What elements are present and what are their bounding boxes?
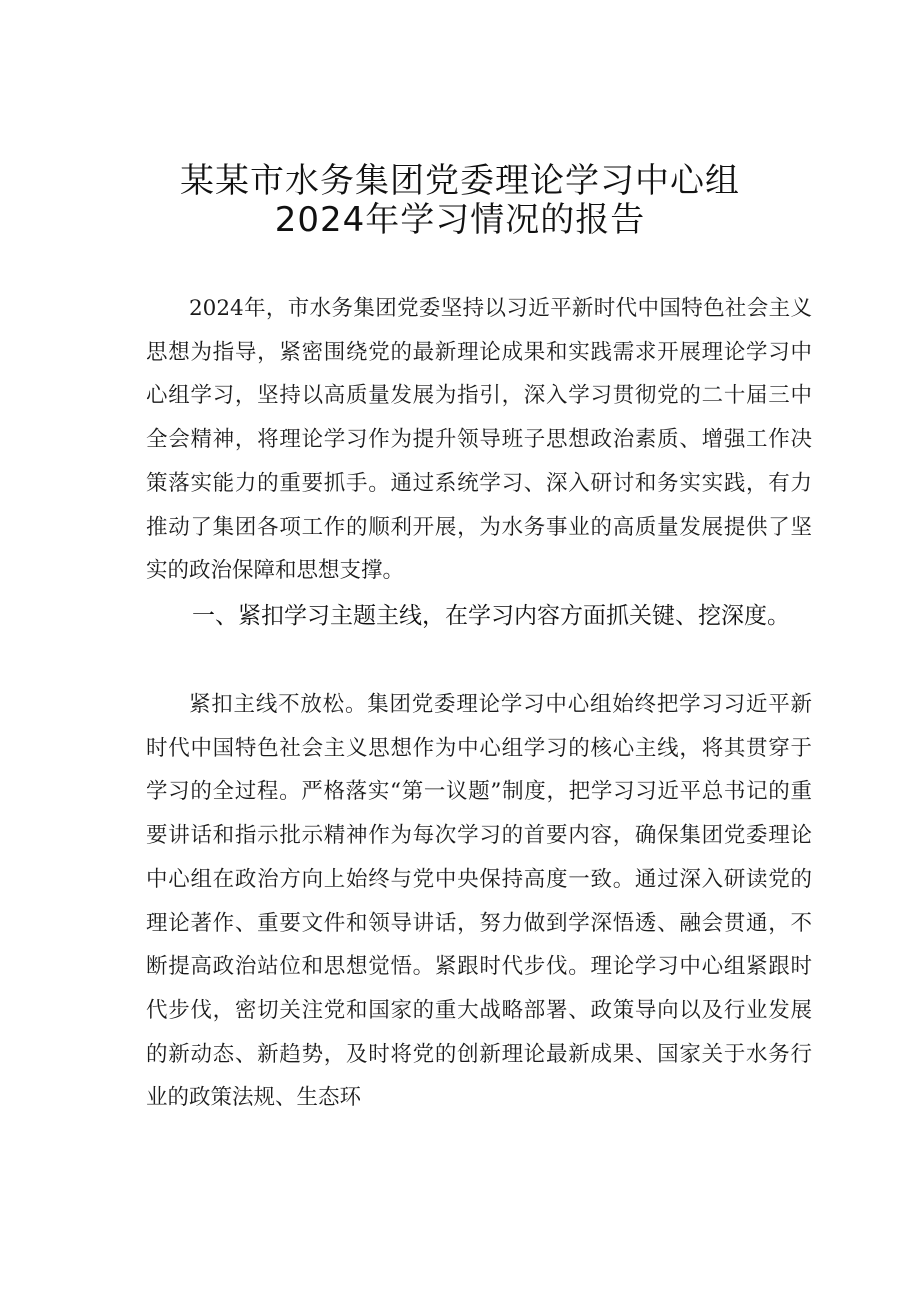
document-title-line-2: 2024年学习情况的报告 [274,200,646,240]
intro-paragraph: 2024年，市水务集团党委坚持以习近平新时代中国特色社会主义思想为指导，紧密围绕党的最新理论成果和实践需求开展理论学习中心组学习，坚持以高质量发展为指引，深入学习贯彻党的二十届三中全会精神，将理论学习作为提升领导班子思想政治素质、增强工作决策落实能力的重要抓手。通过系统学习、深入研讨和务实实践，有力推动了集团各项工作的顺利开展，为水务事业的高质量发展提供了坚实的政治保障和思想支撑。 [146,296,812,584]
section-1-heading: 一、紧扣学习主题主线，在学习内容方面抓关键、挖深度。 [192,603,790,629]
document-title-line-1: 某某市水务集团党委理论学习中心组 [180,161,740,201]
section-1-paragraph: 紧扣主线不放松。集团党委理论学习中心组始终把学习习近平新时代中国特色社会主义思想作为中心组学习的核心主线，将其贯穿于学习的全过程。严格落实“第一议题”制度，把学习习近平总书记的重要讲话和指示批示精神作为每次学习的首要内容，确保集团党委理论中心组在政治方向上始终与党中央保持高度一致。通过深入研读党的理论著作、重要文件和领导讲话，努力做到学深悟透、融会贯通，不断提高政治站位和思想觉悟。紧跟时代步伐。理论学习中心组紧跟时代步伐，密切关注党和国家的重大战略部署、政策导向以及行业发展的新动态、新趋势，及时将党的创新理论最新成果、国家关于水务行业的政策法规、生态环 [146,692,812,1111]
